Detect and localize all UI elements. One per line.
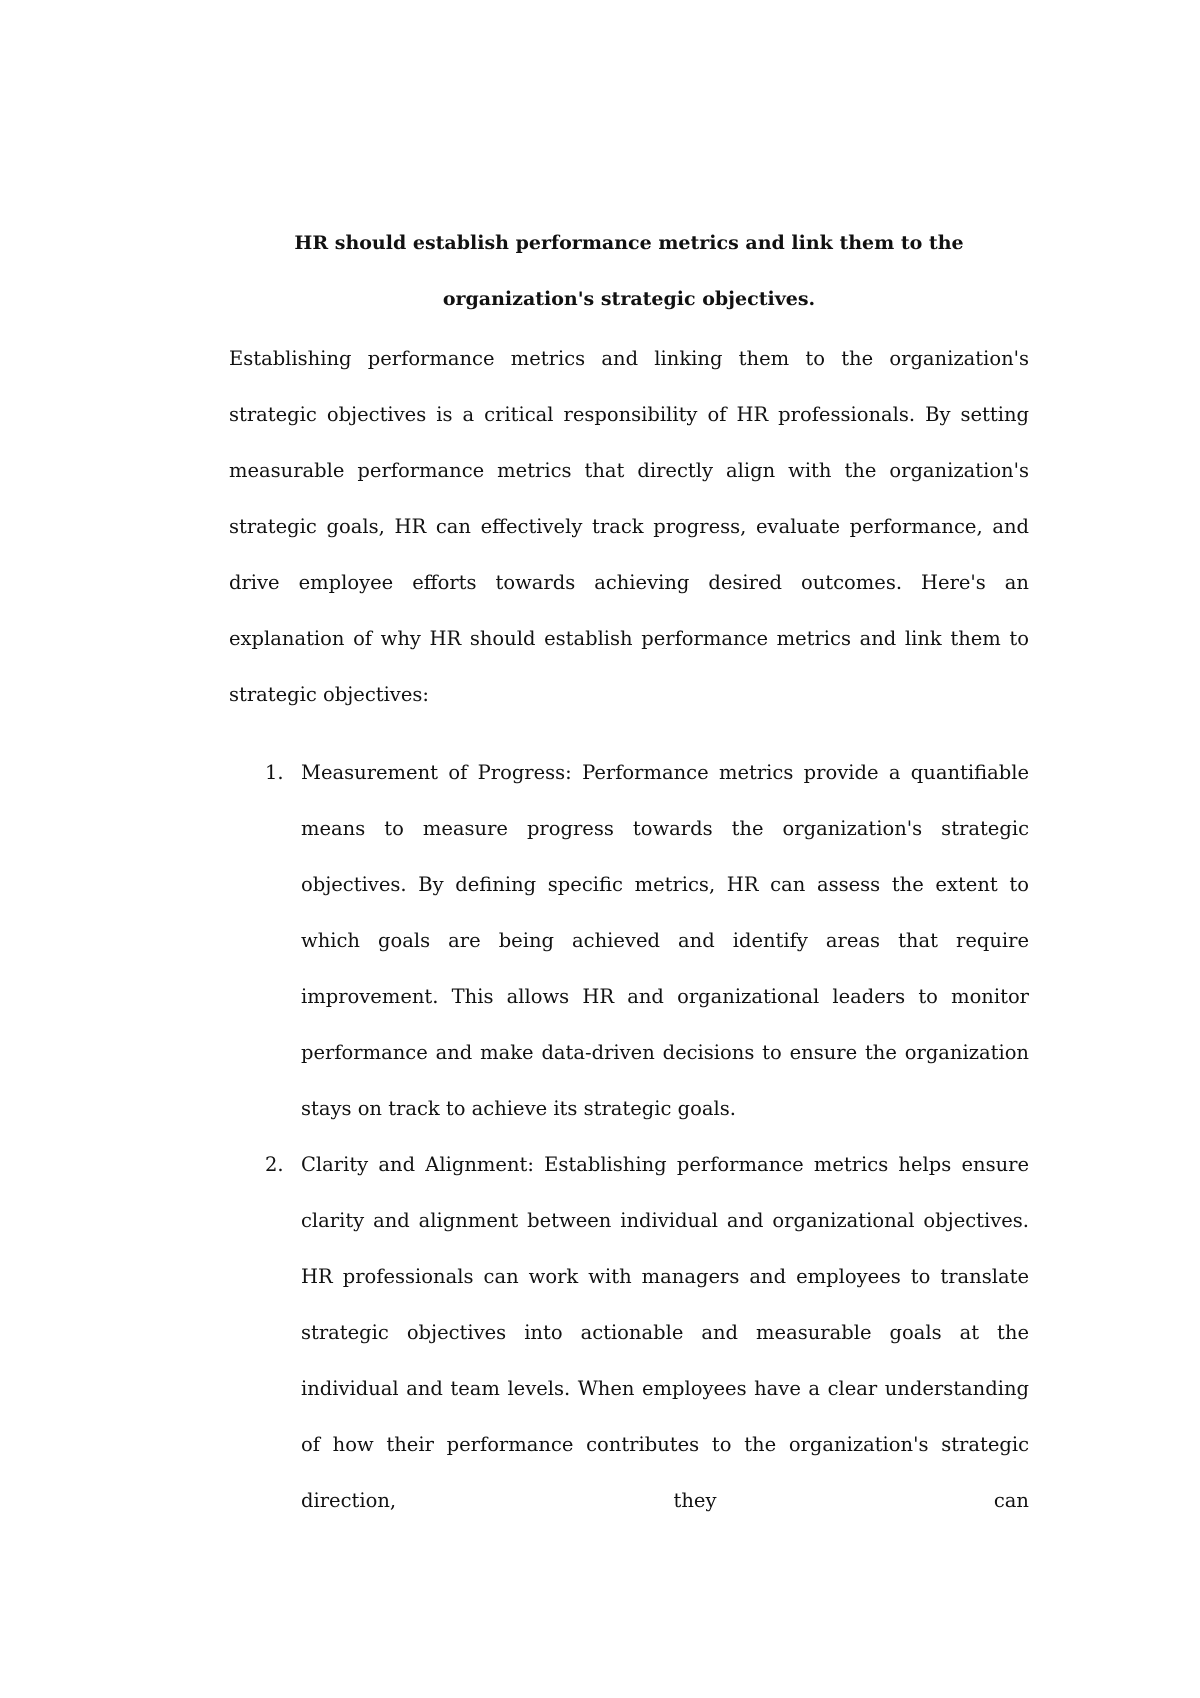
page-title: HR should establish performance metrics and link them to the organization's strategic objectives.: [294, 232, 964, 310]
list-item: [229, 1137, 1029, 1529]
numbered-list: [229, 745, 1029, 1529]
list-item: [229, 745, 1029, 1137]
list-item-number: 1.: [265, 761, 284, 784]
intro-paragraph: Establishing performance metrics and linking them to the organization's strategic objectives is a critical responsibility of HR professionals. By setting measurable performance metrics that directly align with the organization's strategic goals, HR can effectively track progress, evaluate performance, and drive employee efforts towards achieving desired outcomes. Here's an explanation of why HR should establish performance metrics and link them to strategic objectives:: [229, 347, 1029, 706]
list-item-number: 2.: [265, 1153, 284, 1176]
page-content: [229, 215, 1029, 1529]
list-item-text: Clarity and Alignment: Establishing performance metrics helps ensure clarity and alignment between individual and organizational objectives. HR professionals can work with managers and employees to translate strategic objectives into actionable and measurable goals at the individual and team levels. When employees have a clear understanding of how their performance contributes to the organization's strategic direction, they can: [301, 1153, 1029, 1512]
list-item-text: Measurement of Progress: Performance metrics provide a quantifiable means to measure progress towards the organization's strategic objectives. By defining specific metrics, HR can assess the extent to which goals are being achieved and identify areas that require improvement. This allows HR and organizational leaders to monitor performance and make data-driven decisions to ensure the organization stays on track to achieve its strategic goals.: [301, 761, 1029, 1120]
